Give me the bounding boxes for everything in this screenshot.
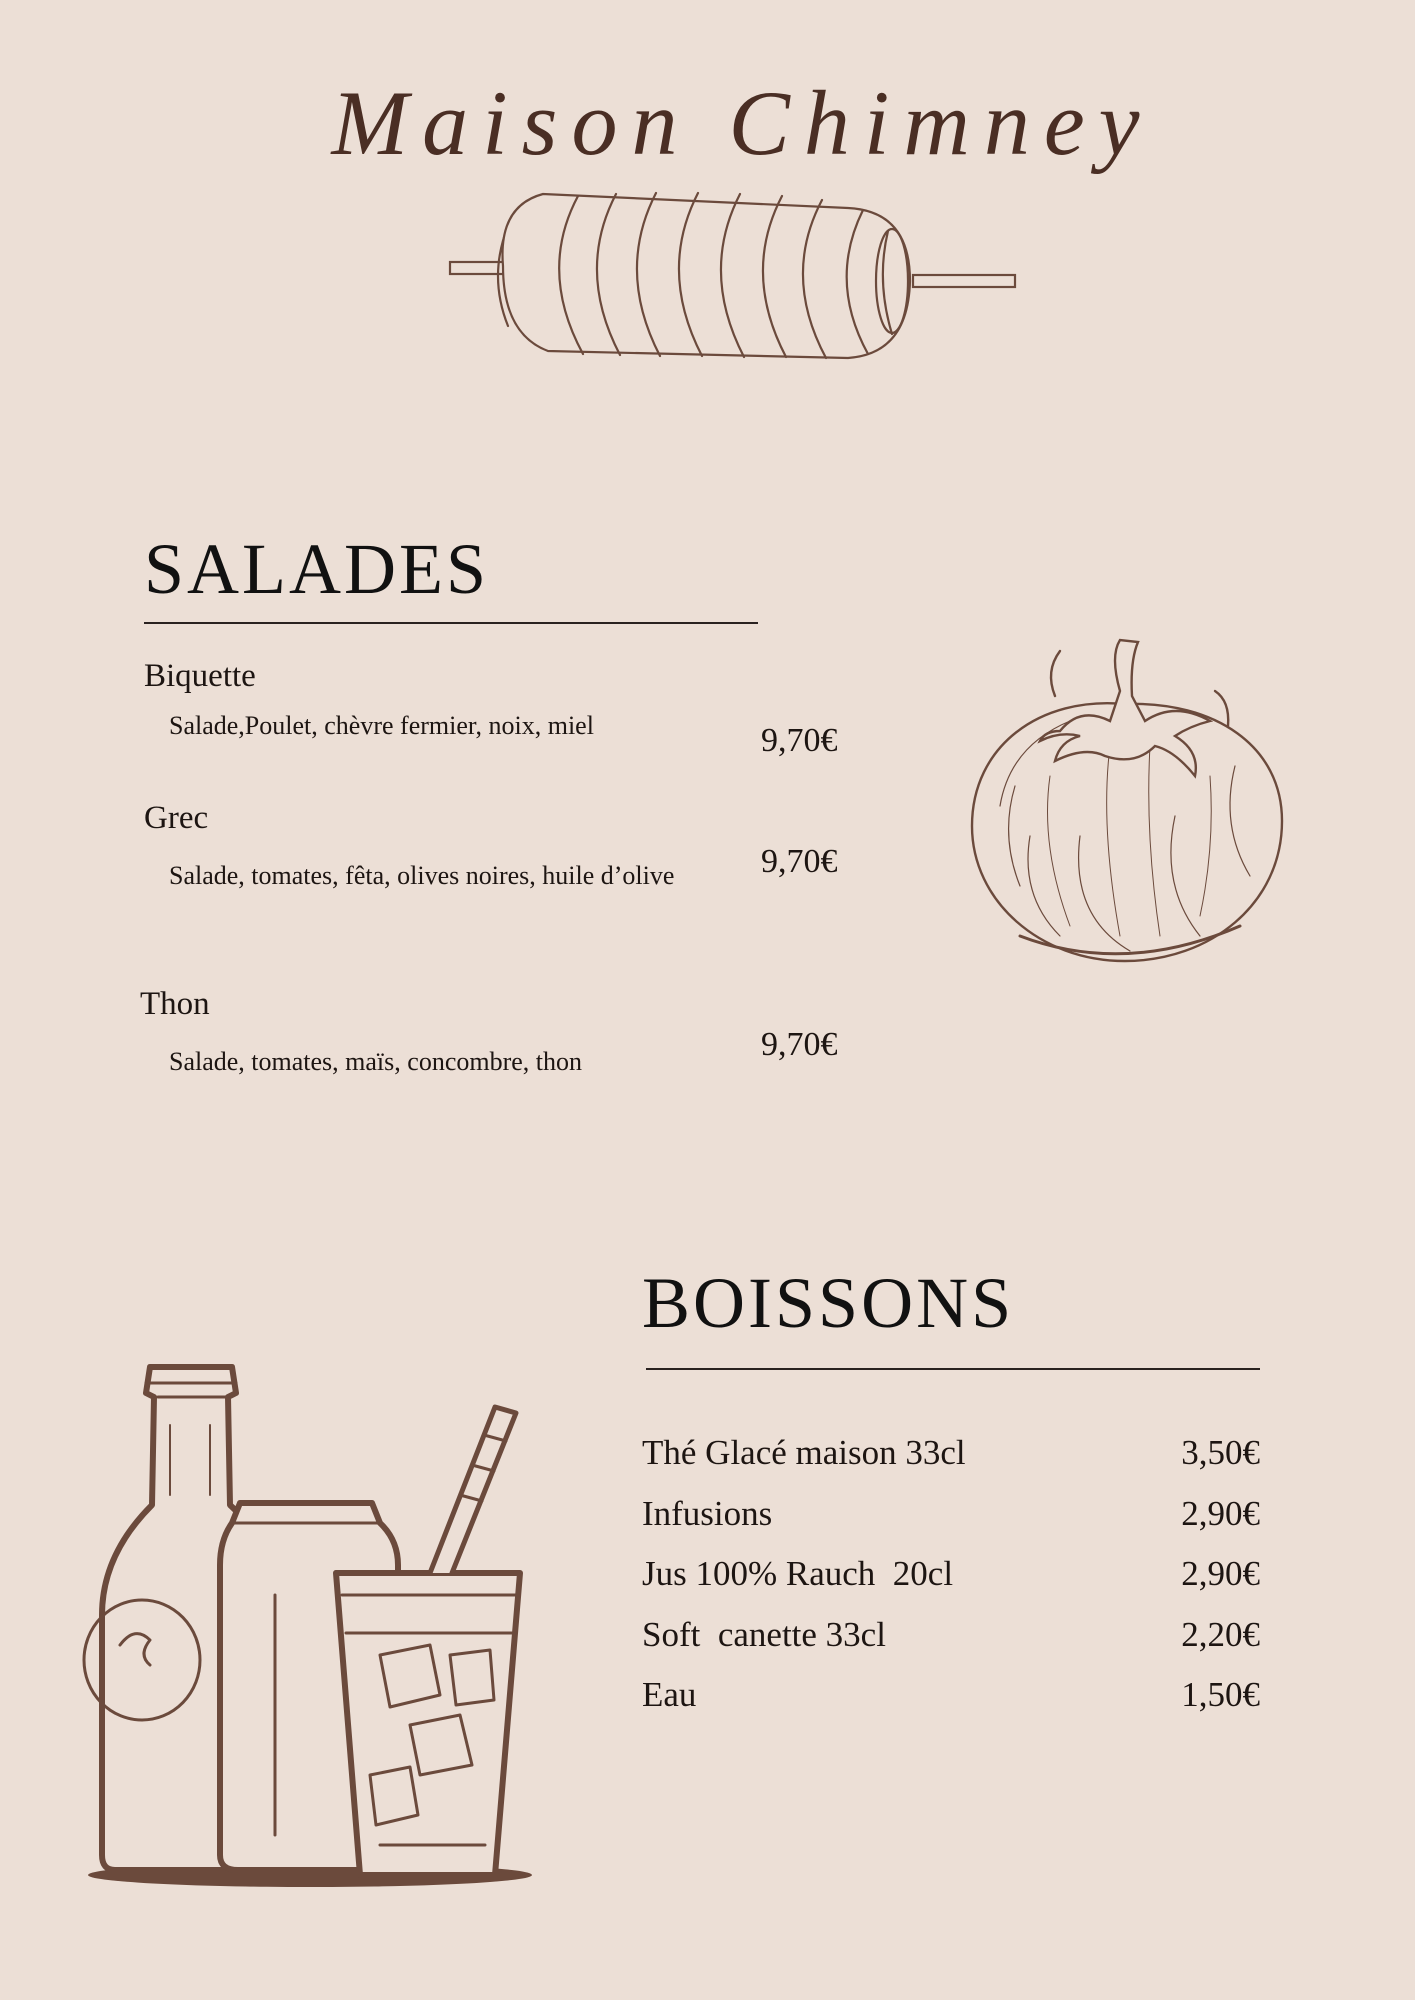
drink-price: 2,90€	[1181, 1554, 1260, 1593]
drink-name: Jus 100% Rauch 20cl	[642, 1554, 954, 1593]
drink-price: 3,50€	[1181, 1433, 1260, 1472]
salade-name: Biquette	[144, 658, 256, 694]
chimney-cake-illustration	[448, 186, 1028, 366]
salade-price: 9,70€	[761, 722, 838, 759]
drinks-illustration	[80, 1355, 540, 1895]
boissons-title: BOISSONS	[642, 1263, 1015, 1343]
tomato-illustration	[960, 636, 1290, 966]
salade-price: 9,70€	[761, 843, 838, 880]
salade-name: Grec	[144, 800, 209, 836]
drink-row	[642, 1665, 1260, 1725]
drink-price: 2,90€	[1181, 1494, 1260, 1533]
salades-divider	[144, 622, 758, 624]
drink-row	[642, 1423, 1260, 1483]
restaurant-name: Maison Chimney	[331, 72, 1154, 174]
drink-name: Eau	[642, 1675, 697, 1714]
boissons-divider	[646, 1368, 1260, 1370]
salade-name: Thon	[140, 986, 210, 1022]
drink-row	[642, 1484, 1260, 1544]
drink-price: 2,20€	[1181, 1615, 1260, 1654]
drink-price: 1,50€	[1181, 1675, 1260, 1714]
salade-description: Salade,Poulet, chèvre fermier, noix, miel	[169, 711, 594, 740]
drink-name: Soft canette 33cl	[642, 1615, 886, 1654]
salades-title: SALADES	[144, 529, 490, 609]
salade-price: 9,70€	[761, 1026, 838, 1063]
drink-row	[642, 1544, 1260, 1604]
drink-name: Thé Glacé maison 33cl	[642, 1433, 966, 1472]
drink-name: Infusions	[642, 1494, 773, 1533]
salade-description: Salade, tomates, fêta, olives noires, huile d’olive	[169, 861, 675, 890]
drink-row	[642, 1605, 1260, 1665]
salade-description: Salade, tomates, maïs, concombre, thon	[169, 1047, 583, 1076]
